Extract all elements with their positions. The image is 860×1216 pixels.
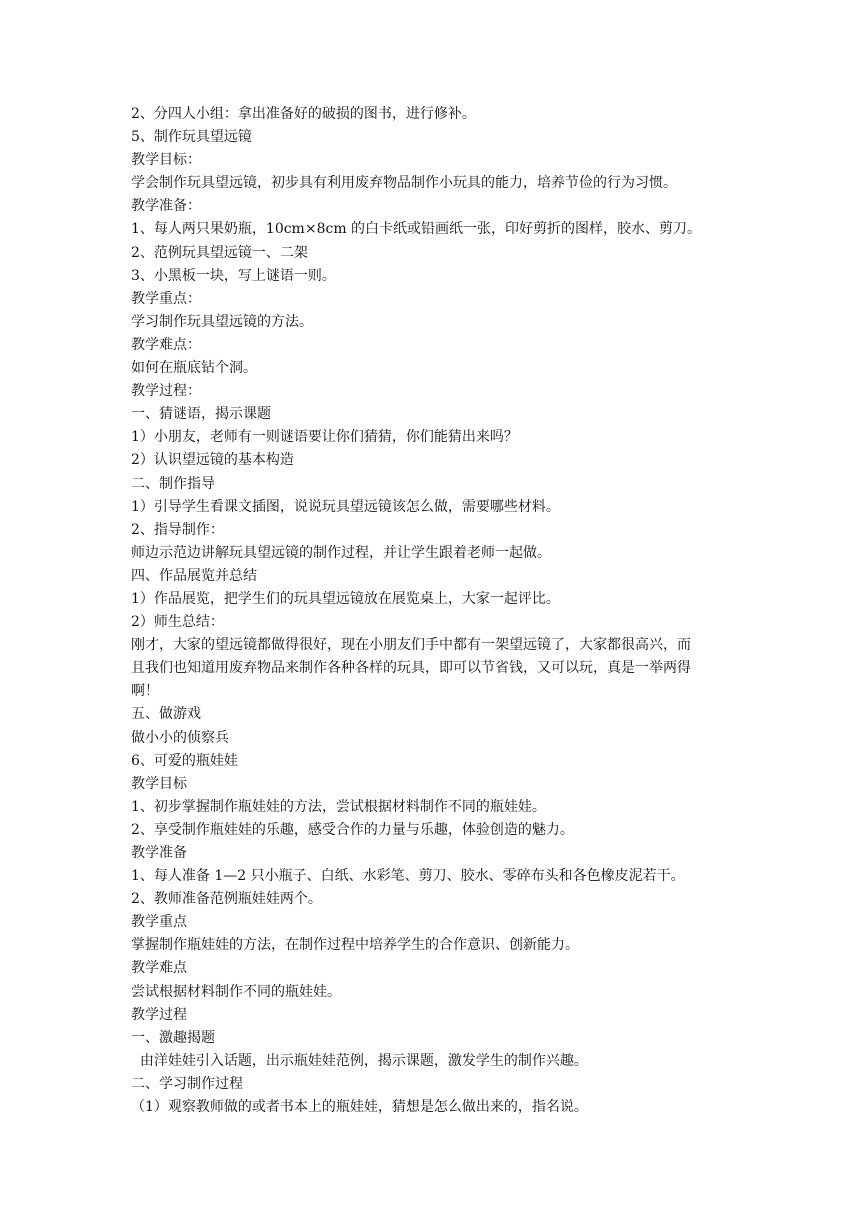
text-line: 教学重点 (131, 914, 187, 931)
text-line: 6、可爱的瓶娃娃 (131, 752, 238, 769)
text-line: 教学重点： (131, 290, 201, 307)
text-line: 5、制作玩具望远镜 (131, 129, 252, 146)
text-line: 3、小黑板一块，写上谜语一则。 (131, 267, 336, 284)
text-line: 做小小的侦察兵 (131, 729, 229, 746)
text-line: 教学难点： (131, 336, 201, 353)
text-line: 由洋娃娃引入话题，出示瓶娃娃范例，揭示课题，激发学生的制作兴趣。 (131, 1052, 588, 1069)
text-line: 尝试根据材料制作不同的瓶娃娃。 (131, 983, 341, 1000)
text-line: 掌握制作瓶娃娃的方法，在制作过程中培养学生的合作意识、创新能力。 (131, 937, 579, 954)
text-line: 教学目标： (131, 152, 201, 169)
text-line: 师边示范边讲解玩具望远镜的制作过程，并让学生跟着老师一起做。 (131, 544, 551, 561)
text-line: 教学难点 (131, 960, 187, 977)
text-line: 如何在瓶底钻个洞。 (131, 360, 257, 377)
text-line: 2、分四人小组：拿出准备好的破损的图书，进行修补。 (131, 106, 476, 122)
text-line: 二、学习制作过程 (131, 1075, 243, 1092)
text-line: （1）观察教师做的或者书本上的瓶娃娃，猜想是怎么做出来的，指名说。 (131, 1099, 588, 1116)
text-line: 1）引导学生看课文插图，说说玩具望远镜该怎么做，需要哪些材料。 (131, 498, 560, 515)
text-line: 教学准备 (131, 845, 187, 861)
text-line: 2）师生总结： (131, 614, 224, 631)
text-line: 1、每人准备 1—2 只小瓶子、白纸、水彩笔、剪刀、胶水、零碎布头和各色橡皮泥若干。 (131, 868, 685, 885)
text-line: 教学过程： (131, 383, 201, 400)
text-line: 学习制作玩具望远镜的方法。 (131, 313, 313, 330)
text-line: 2、指导制作： (131, 521, 224, 538)
text-line: 2、范例玩具望远镜一、二架 (131, 244, 308, 261)
text-line: 1）小朋友，老师有一则谜语要让你们猜猜，你们能猜出来吗？ (131, 429, 518, 446)
text-line: 学会制作玩具望远镜，初步具有利用废弃物品制作小玩具的能力，培养节俭的行为习惯。 (131, 175, 677, 192)
text-line: 教学目标 (131, 775, 187, 792)
text-line: 刚才，大家的望远镜都做得很好，现在小朋友们手中都有一架望远镜了，大家都很高兴，而 (131, 637, 691, 654)
text-line: 1、初步掌握制作瓶娃娃的方法，尝试根据材料制作不同的瓶娃娃。 (131, 798, 546, 815)
text-line: 2）认识望远镜的基本构造 (131, 452, 294, 469)
text-line: 教学过程 (131, 1006, 187, 1023)
text-line: 一、激趣揭题 (131, 1029, 215, 1046)
text-line: 啊！ (131, 683, 159, 700)
text-line: 一、猜谜语，揭示课题 (131, 406, 271, 423)
document-body (131, 103, 741, 1119)
text-line: 五、做游戏 (131, 706, 201, 723)
text-line: 教学准备： (131, 198, 201, 215)
text-line: 2、享受制作瓶娃娃的乐趣，感受合作的力量与乐趣，体验创造的魅力。 (131, 821, 574, 838)
text-line: 1、每人两只果奶瓶，10cm×8cm 的白卡纸或铅画纸一张，印好剪折的图样，胶水、剪刀。 (131, 221, 702, 238)
text-line: 2、教师准备范例瓶娃娃两个。 (131, 891, 322, 908)
text-line: 且我们也知道用废弃物品来制作各种各样的玩具，即可以节省钱，又可以玩，真是一举两得 (131, 660, 691, 677)
text-line: 1）作品展览，把学生们的玩具望远镜放在展览桌上，大家一起评比。 (131, 590, 560, 607)
text-line: 四、作品展览并总结 (131, 567, 257, 584)
text-line: 二、制作指导 (131, 475, 215, 492)
